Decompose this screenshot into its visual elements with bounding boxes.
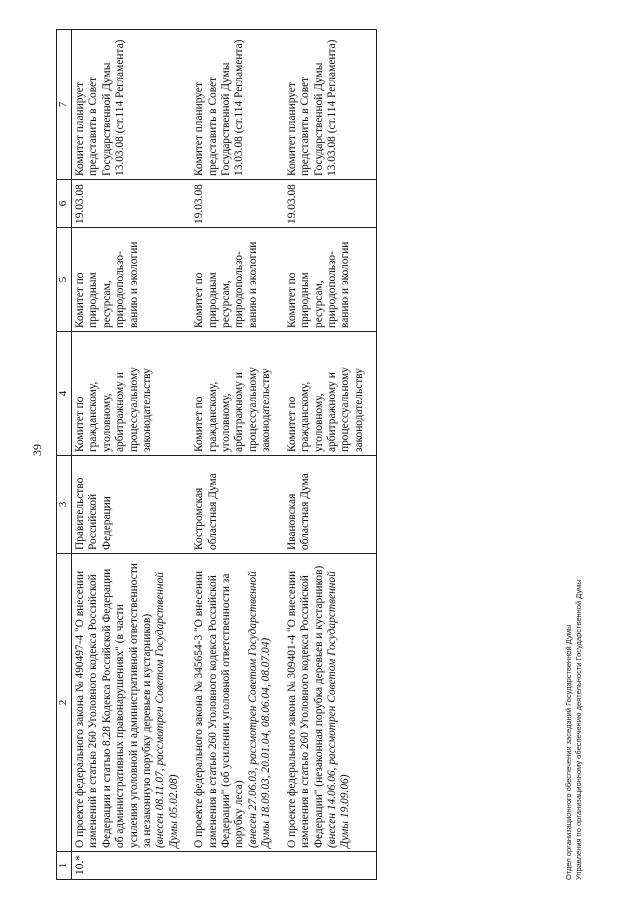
responsible-committee: Комитет по гражданскому, уголовному, арбитражному и процессуальному законодательству — [284, 332, 377, 456]
footer-directorate: Управления по организационному обеспечению деятельности Государственной Думы — [574, 579, 583, 880]
table-row — [72, 30, 192, 880]
column-header: 2 — [57, 554, 72, 852]
initiator: Костромская областная Дума — [191, 456, 283, 554]
responsible-committee: Комитет по гражданскому, уголовному, арбитражному и процессуальному законодательству — [191, 332, 283, 456]
rotated-content — [30, 20, 590, 880]
page-number: 39 — [30, 444, 44, 456]
footer-department: Отдел организационного обеспечения заседаний Государственной Думы — [564, 624, 573, 880]
bill-note: (внесен 08.11.07, рассмотрен Советом Государственной Думы 05.02.08) — [154, 572, 180, 848]
row-number — [284, 852, 377, 880]
co-executor-committee: Комитет по природным ресурсам, природопользо-ванию и экологии — [191, 228, 283, 332]
bill-description: О проекте федерального закона № 309401-4 "О внесении изменения в статью 260 Уголовного кодекса Российской Федерации" (незаконная порубка деревьев и кустарников) — [285, 565, 325, 848]
responsible-committee: Комитет по гражданскому, уголовному, арбитражному и процессуальному законодательству — [72, 332, 192, 456]
column-header: 4 — [57, 332, 72, 456]
co-executor-committee: Комитет по природным ресурсам, природопользо-ванию и экологии — [72, 228, 192, 332]
row-number — [191, 852, 283, 880]
remark: Комитет планирует представить в Совет Государственной Думы 13.03.08 (ст.114 Регламента) — [72, 30, 192, 180]
column-header: 7 — [57, 30, 72, 180]
column-header: 5 — [57, 228, 72, 332]
bill-note: (внесен 14.06.06, рассмотрен Советом Государственной Думы 19.09.06) — [325, 571, 352, 848]
initiator: Правительство Российской Федерации — [72, 456, 192, 554]
column-header: 3 — [57, 456, 72, 554]
bill-description: О проекте федерального закона № 345654-3 "О внесении изменения в статью 260 Уголовного кодекса Российской Федерации" (об усилении уголовной ответственности за порубку леса) — [193, 570, 246, 848]
column-header: 6 — [57, 180, 72, 228]
initiator: Ивановская областная Дума — [284, 456, 377, 554]
bill-description-cell — [284, 554, 377, 852]
date: 19.03.08 — [72, 180, 192, 228]
remark: Комитет планирует представить в Совет Государственной Думы 13.03.08 (ст.114 Регламента) — [284, 30, 377, 180]
column-header: 1 — [57, 852, 72, 880]
page-footer — [564, 20, 584, 880]
bill-note: (внесен 27.06.03, рассмотрен Советом Государственной Думы 18.09.03, 20.01.04, 08.06.04, 08.07.04) — [246, 571, 273, 848]
header-row — [57, 30, 72, 880]
table-row — [284, 30, 377, 880]
date: 19.03.08 — [191, 180, 283, 228]
bill-description: О проекте федерального закона № 490497-4 "О внесении изменений в статью 260 Уголовного кодекса Российской Федерации и статью 8.28 Кодекса Российской Федерации об административных правонарушениях" (в части усиления уголовной и административной ответственности за незаконную порубку деревьев и кустарников) — [74, 563, 154, 848]
bill-description-cell — [72, 554, 192, 852]
co-executor-committee: Комитет по природным ресурсам, природопользо-ванию и экологии — [284, 228, 377, 332]
date: 19.03.08 — [284, 180, 377, 228]
row-number: 10.* — [72, 852, 192, 880]
remark: Комитет планирует представить в Совет Государственной Думы 13.03.08 (ст.114 Регламента) — [191, 30, 283, 180]
table-row — [191, 30, 283, 880]
bill-description-cell — [191, 554, 283, 852]
agenda-table — [56, 29, 377, 880]
